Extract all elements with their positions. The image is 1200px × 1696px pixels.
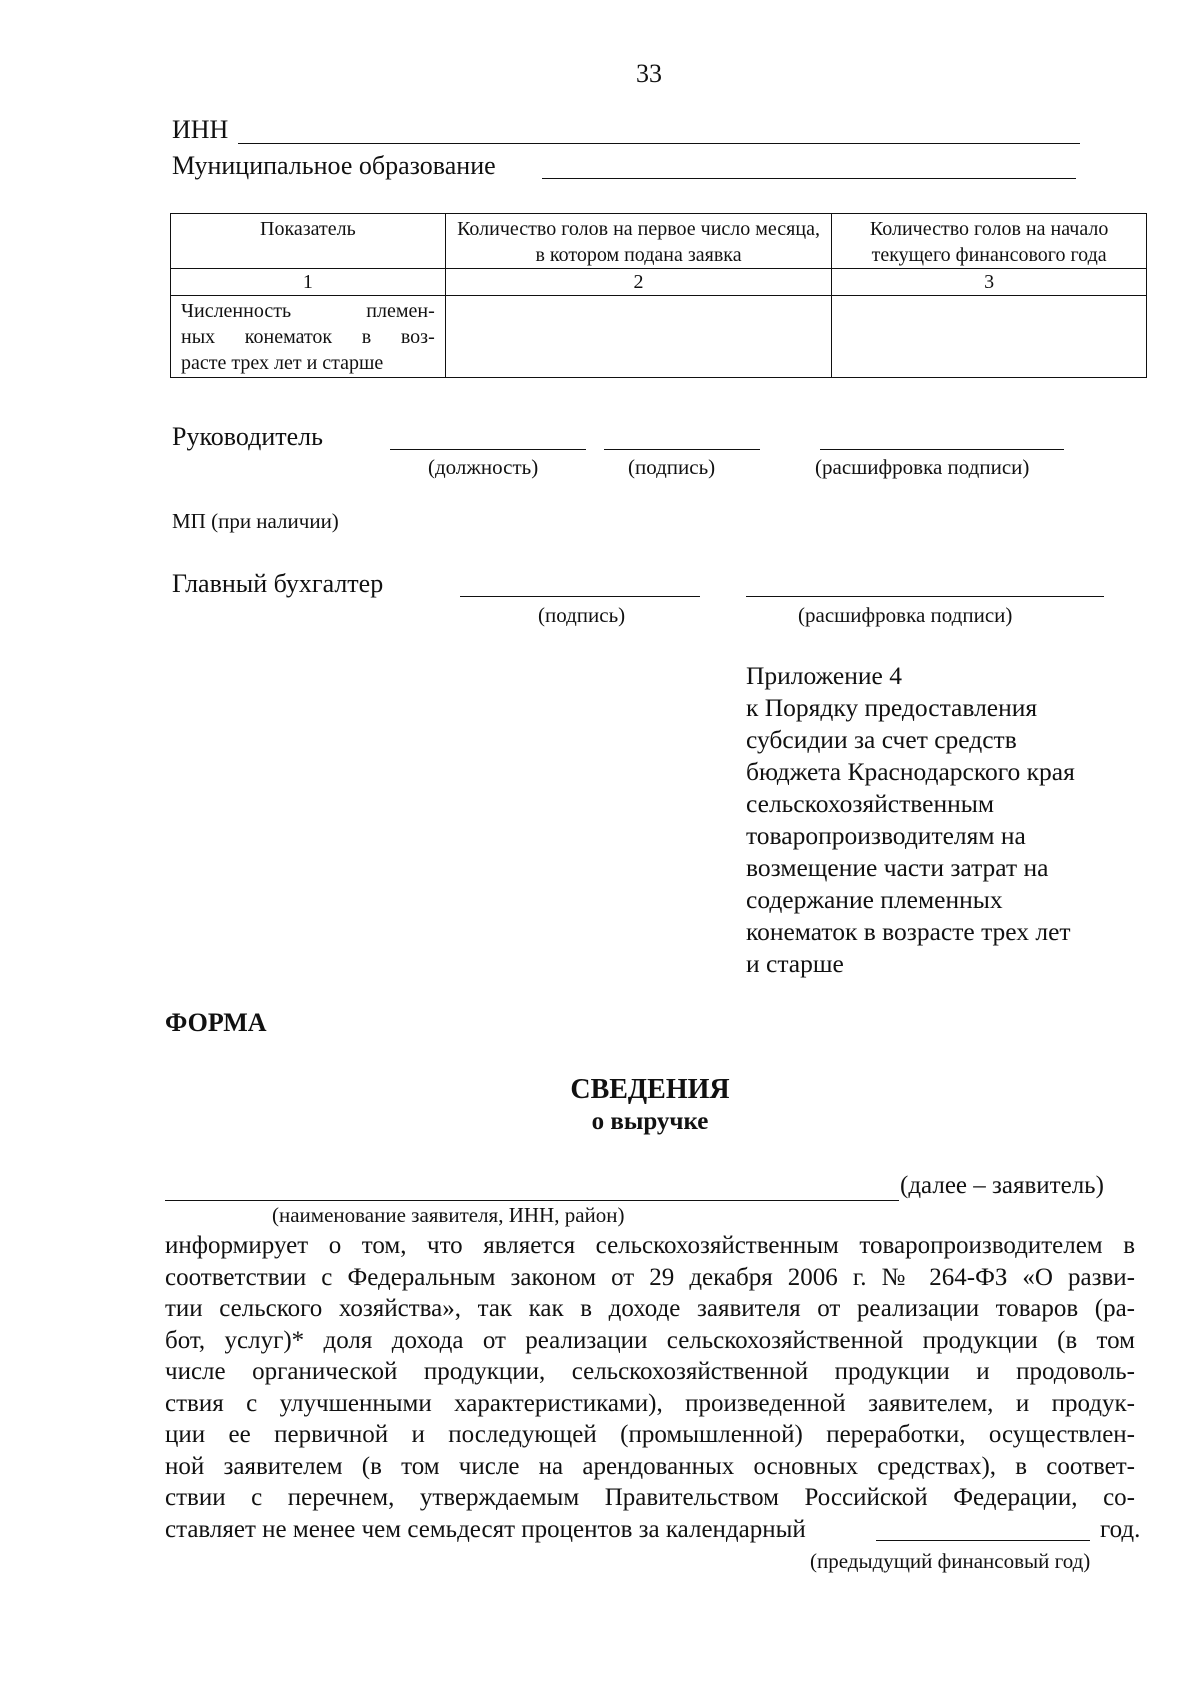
appendix-line: бюджета Краснодарского края	[746, 757, 1075, 786]
appendix-line: товаропроизводителям на	[746, 821, 1026, 850]
applicant-suffix: (далее – заявитель)	[900, 1172, 1104, 1199]
head-signature-line[interactable]	[604, 449, 760, 450]
page-number: 33	[636, 59, 662, 88]
decoding-caption: (расшифровка подписи)	[815, 455, 1030, 479]
municipality-label: Муниципальное образование	[172, 151, 496, 180]
stamp-label: МП (при наличии)	[172, 509, 339, 533]
inn-label: ИНН	[172, 115, 229, 144]
appendix-line: конематок в возрасте трех лет	[746, 917, 1071, 946]
document-title: СВЕДЕНИЯ	[570, 1074, 730, 1105]
body-line: соответствии с Федеральным законом от 29 декабря 2006 г. № 264-ФЗ «О разви-	[165, 1263, 1135, 1291]
count-year-cell[interactable]	[832, 296, 1147, 378]
accountant-signature-line[interactable]	[460, 596, 700, 597]
appendix-line: субсидии за счет средств	[746, 725, 1017, 754]
accountant-decoding-caption: (расшифровка подписи)	[798, 603, 1013, 627]
body-line: ствия с улучшенными характеристиками), произведенной заявителем, и продук-	[165, 1389, 1135, 1417]
body-line: ции ее первичной и последующей (промышленной) переработки, осуществлен-	[165, 1421, 1135, 1448]
column-number-3: 3	[832, 269, 1147, 296]
indicator-cell: Численность племен- ных конематок в воз- расте трех лет и старше	[171, 296, 446, 378]
form-label: ФОРМА	[165, 1008, 267, 1037]
applicant-name-line[interactable]	[165, 1200, 899, 1201]
livestock-table	[170, 213, 1147, 378]
column-header-count-year: Количество голов на начало текущего финансового года	[832, 214, 1147, 269]
appendix-line: и старше	[746, 949, 844, 978]
count-month-cell[interactable]	[445, 296, 832, 378]
applicant-caption: (наименование заявителя, ИНН, район)	[272, 1203, 625, 1227]
appendix-line: содержание племенных	[746, 885, 1003, 914]
year-caption: (предыдущий финансовый год)	[810, 1549, 1091, 1573]
last-line-text: ставляет не менее чем семьдесят процентов за календарный	[165, 1516, 806, 1543]
column-number-1: 1	[171, 269, 446, 296]
head-position-line[interactable]	[390, 449, 586, 450]
body-paragraph	[165, 1230, 1135, 1514]
appendix-block	[746, 660, 1126, 980]
table-row	[171, 296, 1147, 378]
body-line: числе органической продукции, сельскохозяйственной продукции и продоволь-	[165, 1358, 1135, 1385]
head-decoding-line[interactable]	[820, 449, 1064, 450]
appendix-line: Приложение 4	[746, 661, 902, 690]
appendix-line: возмещение части затрат на	[746, 853, 1049, 882]
municipality-field-line[interactable]	[542, 178, 1076, 179]
position-caption: (должность)	[428, 455, 539, 479]
inn-field-line[interactable]	[238, 143, 1080, 144]
body-line: ной заявителем (в том числе на арендованных основных средствах), в соответ-	[165, 1452, 1135, 1480]
body-line: ствии с перечнем, утверждаемым Правительством Российской Федерации, со-	[165, 1484, 1135, 1511]
document-subtitle: о выручке	[591, 1108, 709, 1135]
appendix-line: к Порядку предоставления	[746, 693, 1038, 722]
body-line: бот, услуг)* доля дохода от реализации сельскохозяйственной продукции (в том	[165, 1326, 1135, 1354]
column-header-count-month: Количество голов на первое число месяца, в котором подана заявка	[445, 214, 832, 269]
accountant-label: Главный бухгалтер	[172, 569, 384, 598]
table-header-row	[171, 214, 1147, 269]
year-field-line[interactable]	[876, 1540, 1090, 1541]
appendix-line: сельскохозяйственным	[746, 789, 995, 818]
accountant-signature-caption: (подпись)	[538, 603, 626, 627]
body-line: тии сельского хозяйства», так как в доходе заявителя от реализации товаров (ра-	[165, 1295, 1135, 1322]
column-header-indicator: Показатель	[171, 214, 446, 269]
year-word: год.	[1100, 1516, 1141, 1543]
column-number-2: 2	[445, 269, 832, 296]
accountant-decoding-line[interactable]	[746, 596, 1104, 597]
body-line: информирует о том, что является сельскохозяйственным товаропроизводителем в	[165, 1232, 1135, 1259]
head-label: Руководитель	[172, 422, 323, 451]
signature-caption: (подпись)	[628, 455, 716, 479]
table-number-row	[171, 269, 1147, 296]
